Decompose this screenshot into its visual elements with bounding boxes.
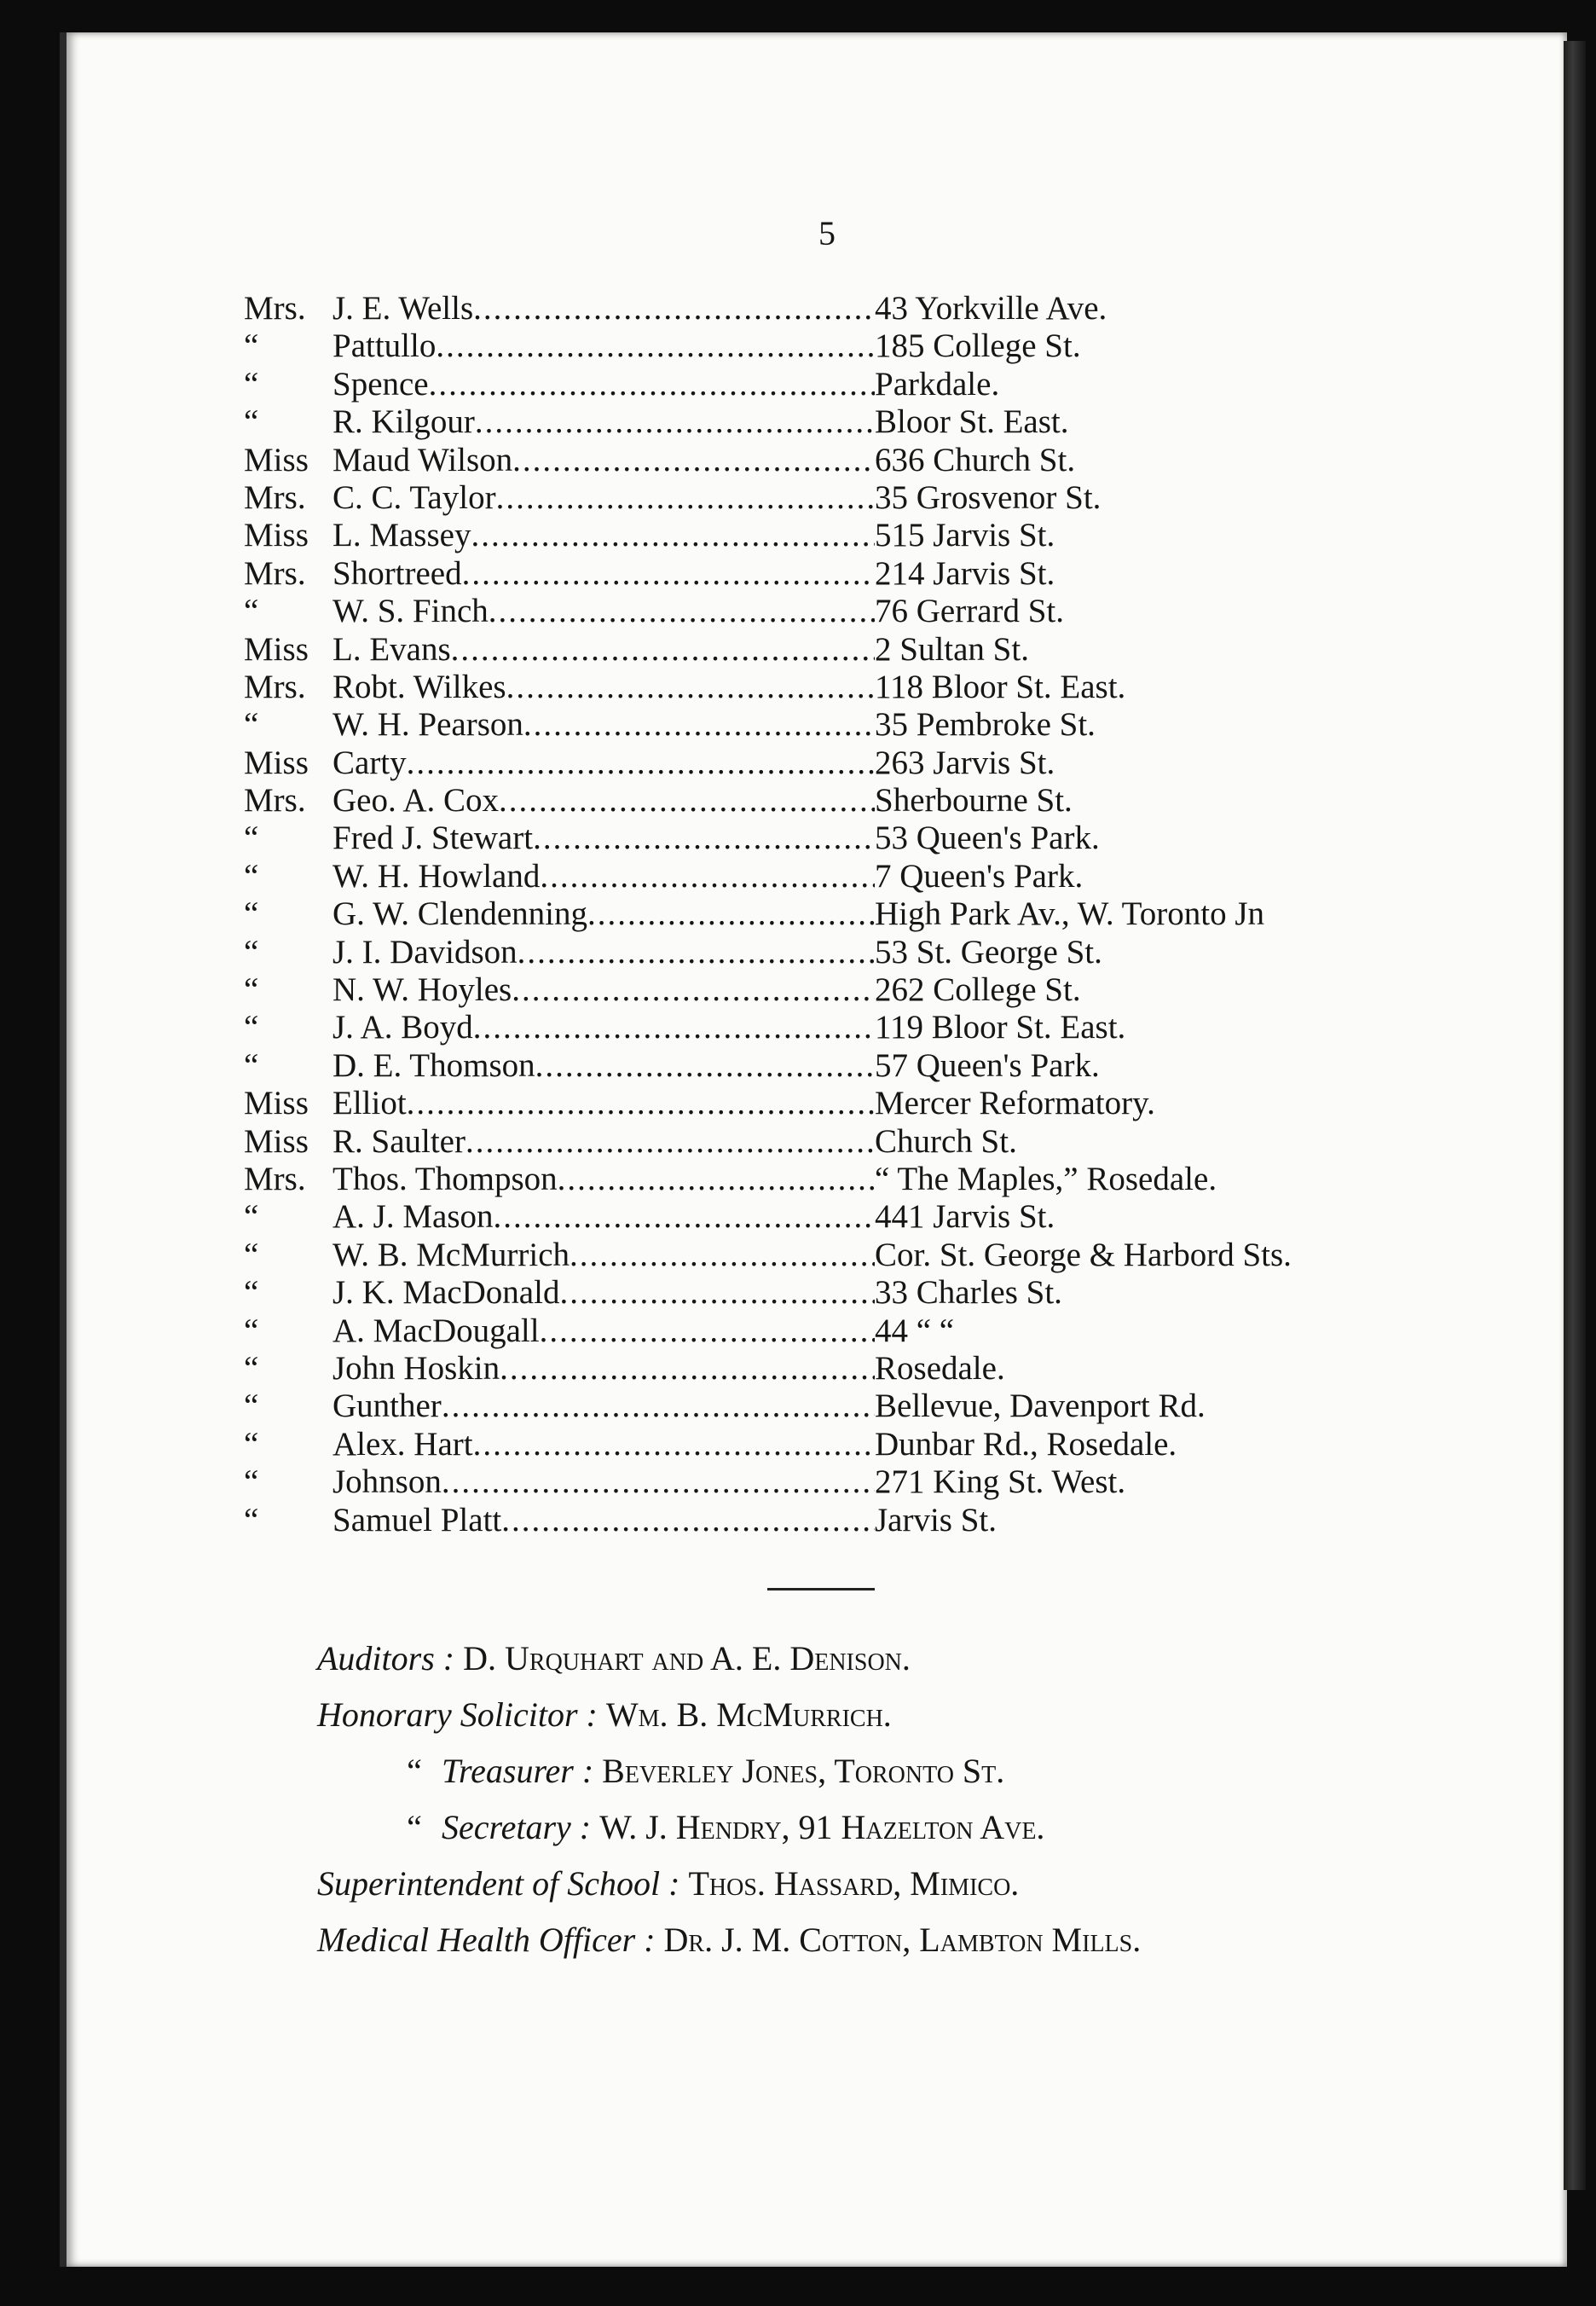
member-address: 57 Queen's Park. — [875, 1046, 1100, 1084]
name-cell — [244, 1463, 875, 1501]
roster-row — [244, 631, 1437, 669]
roster-row — [244, 593, 1437, 630]
member-name: J. I. Davidson — [332, 933, 518, 970]
dot-leader — [559, 1274, 875, 1312]
member-address: 636 Church St. — [875, 441, 1076, 478]
dot-leader — [473, 1009, 875, 1046]
roster-row — [244, 820, 1437, 857]
member-title: “ — [244, 857, 259, 895]
roster-row — [244, 1502, 1437, 1539]
member-name: J. A. Boyd — [332, 1009, 473, 1046]
name-cell — [244, 669, 875, 706]
member-title: Mrs. — [244, 554, 306, 592]
dot-leader — [570, 1237, 875, 1274]
name-cell — [244, 1047, 875, 1085]
dot-leader — [451, 631, 875, 669]
member-address: 7 Queen's Park. — [875, 857, 1084, 895]
member-title: “ — [244, 1388, 259, 1425]
section-divider — [767, 1588, 875, 1590]
member-title: Mrs. — [244, 1160, 306, 1197]
member-title: “ — [244, 933, 259, 970]
roster-row — [244, 745, 1437, 782]
roster-row — [244, 1237, 1437, 1274]
roster-row — [244, 442, 1437, 479]
member-name: L. Massey — [332, 517, 471, 554]
roster-row — [244, 782, 1437, 820]
member-title: “ — [244, 1312, 259, 1349]
dot-leader — [512, 442, 875, 479]
member-name: Geo. A. Cox — [332, 782, 499, 820]
roster-row — [244, 971, 1437, 1009]
dot-leader — [489, 593, 875, 630]
roster-row — [244, 555, 1437, 593]
officer-name: Wm. B. McMurrich. — [605, 1695, 892, 1734]
name-cell — [244, 1161, 875, 1198]
dot-leader — [462, 555, 875, 593]
book-cover-edge — [1564, 41, 1586, 2190]
member-title: “ — [244, 1236, 259, 1273]
dot-leader — [471, 517, 875, 554]
member-address: 263 Jarvis St. — [875, 744, 1055, 781]
roster-row — [244, 858, 1437, 895]
member-title: Mrs. — [244, 668, 306, 705]
member-name: Alex. Hart — [332, 1425, 473, 1463]
name-cell — [244, 479, 875, 517]
member-name: W. S. Finch — [332, 593, 489, 630]
member-address: 44 “ “ — [875, 1312, 955, 1349]
member-title: Miss — [244, 1085, 309, 1122]
member-name: J. K. MacDonald — [332, 1274, 560, 1312]
member-name: N. W. Hoyles — [332, 971, 512, 1009]
dot-leader — [512, 971, 875, 1009]
member-address: Parkdale. — [875, 365, 1000, 403]
member-title: Mrs. — [244, 478, 306, 516]
member-address: 441 Jarvis St. — [875, 1198, 1055, 1236]
dot-leader — [523, 706, 875, 744]
member-address: 53 St. George St. — [875, 933, 1102, 970]
name-cell — [244, 706, 875, 744]
dot-leader — [535, 1047, 875, 1085]
roster-row — [244, 517, 1437, 554]
roster-row — [244, 327, 1437, 365]
officer-line — [317, 1856, 1494, 1912]
member-title: Miss — [244, 744, 309, 781]
dot-leader — [473, 290, 875, 327]
dot-leader — [496, 479, 875, 517]
member-name: Elliot — [332, 1085, 407, 1122]
dot-leader — [533, 820, 875, 857]
name-cell — [244, 1009, 875, 1046]
roster-row — [244, 934, 1437, 971]
officer-role: Honorary Solicitor : — [317, 1695, 598, 1734]
member-address: Rosedale. — [875, 1349, 1005, 1387]
member-name: Robt. Wilkes — [332, 668, 506, 705]
member-address: Dunbar Rd., Rosedale. — [875, 1425, 1177, 1463]
roster-row — [244, 1009, 1437, 1046]
member-name: Gunther — [332, 1388, 442, 1425]
member-name: R. Kilgour — [332, 403, 475, 441]
member-name: Maud Wilson — [332, 441, 513, 478]
name-cell — [244, 782, 875, 820]
dot-leader — [558, 1161, 875, 1198]
name-cell — [244, 631, 875, 669]
dot-leader — [436, 327, 875, 365]
member-address: 214 Jarvis St. — [875, 554, 1055, 592]
roster-row — [244, 1047, 1437, 1085]
roster-row — [244, 1161, 1437, 1198]
member-address: Bellevue, Davenport Rd. — [875, 1388, 1206, 1425]
dot-leader — [518, 934, 875, 971]
name-cell — [244, 934, 875, 971]
member-title: “ — [244, 1349, 259, 1387]
member-title: “ — [244, 593, 259, 630]
member-address: 76 Gerrard St. — [875, 593, 1065, 630]
member-address: 119 Bloor St. East. — [875, 1009, 1126, 1046]
dot-leader — [501, 1502, 875, 1539]
dot-leader — [473, 1426, 875, 1463]
roster-row — [244, 895, 1437, 933]
member-name: W. H. Pearson — [332, 706, 523, 744]
name-cell — [244, 820, 875, 857]
member-address: 35 Grosvenor St. — [875, 478, 1102, 516]
member-address: 53 Queen's Park. — [875, 820, 1100, 857]
member-title: “ — [244, 1274, 259, 1312]
member-title: “ — [244, 1046, 259, 1084]
member-address: Church St. — [875, 1122, 1017, 1160]
roster-row — [244, 1426, 1437, 1463]
name-cell — [244, 971, 875, 1009]
name-cell — [244, 555, 875, 593]
officer-name: Dr. J. M. Cotton, Lambton Mills. — [663, 1921, 1142, 1959]
member-name: Johnson — [332, 1463, 442, 1501]
member-name: L. Evans — [332, 630, 451, 668]
member-title: “ — [244, 403, 259, 441]
name-cell — [244, 1312, 875, 1350]
dot-leader — [407, 745, 875, 782]
name-cell — [244, 1085, 875, 1122]
member-address: 33 Charles St. — [875, 1274, 1062, 1312]
member-title: Miss — [244, 517, 309, 554]
roster-row — [244, 1274, 1437, 1312]
member-title: “ — [244, 971, 259, 1009]
name-cell — [244, 290, 875, 327]
dot-leader — [442, 1388, 875, 1425]
member-address: 118 Bloor St. East. — [875, 668, 1126, 705]
member-title: “ — [244, 365, 259, 403]
name-cell — [244, 858, 875, 895]
roster-row — [244, 669, 1437, 706]
roster-row — [244, 1198, 1437, 1236]
member-name: Spence — [332, 365, 429, 403]
roster-row — [244, 1085, 1437, 1122]
member-name: J. E. Wells — [332, 290, 474, 327]
officer-line — [317, 1912, 1494, 1968]
member-roster — [244, 290, 1437, 1539]
officer-line — [317, 1799, 1494, 1856]
member-address: Mercer Reformatory. — [875, 1085, 1155, 1122]
roster-row — [244, 366, 1437, 403]
name-cell — [244, 1350, 875, 1388]
roster-row — [244, 290, 1437, 327]
member-address: 185 College St. — [875, 327, 1081, 365]
member-title: “ — [244, 1198, 259, 1236]
officer-line — [317, 1631, 1494, 1687]
dot-leader — [500, 1350, 875, 1388]
member-title: Mrs. — [244, 782, 306, 820]
roster-row — [244, 479, 1437, 517]
name-cell — [244, 1388, 875, 1425]
member-title: “ — [244, 820, 259, 857]
member-title: “ — [244, 1463, 259, 1501]
member-title: “ — [244, 327, 259, 365]
dot-leader — [506, 669, 875, 706]
member-title: “ — [244, 1501, 259, 1538]
member-address: 2 Sultan St. — [875, 630, 1029, 668]
member-title: “ — [244, 706, 259, 744]
member-address: Bloor St. East. — [875, 403, 1069, 441]
dot-leader — [407, 1085, 875, 1122]
dot-leader — [475, 403, 875, 441]
member-name: John Hoskin — [332, 1349, 500, 1387]
member-address: 43 Yorkville Ave. — [875, 290, 1107, 327]
dot-leader — [466, 1123, 875, 1161]
member-name: Carty — [332, 744, 407, 781]
member-name: D. E. Thomson — [332, 1046, 535, 1084]
roster-row — [244, 1123, 1437, 1161]
member-title: “ — [244, 1425, 259, 1463]
officer-line — [317, 1687, 1494, 1743]
dot-leader — [442, 1463, 875, 1501]
member-title: “ — [244, 895, 259, 933]
member-name: Samuel Platt — [332, 1501, 502, 1538]
officer-role: Medical Health Officer : — [317, 1921, 656, 1959]
member-address: 271 King St. West. — [875, 1463, 1126, 1501]
dot-leader — [429, 366, 875, 403]
officer-name: Beverley Jones, Toronto St. — [602, 1752, 1005, 1790]
page-number: 5 — [818, 214, 836, 252]
name-cell — [244, 403, 875, 441]
name-cell — [244, 1237, 875, 1274]
name-cell — [244, 1502, 875, 1539]
roster-row — [244, 1388, 1437, 1425]
dot-leader — [540, 1312, 875, 1350]
dot-leader — [499, 782, 875, 820]
officer-role: Secretary : — [442, 1808, 592, 1846]
member-name: W. H. Howland — [332, 857, 541, 895]
member-name: Pattullo — [332, 327, 437, 365]
name-cell — [244, 1198, 875, 1236]
officer-role: Auditors : — [317, 1639, 455, 1677]
member-name: R. Saulter — [332, 1122, 466, 1160]
name-cell — [244, 366, 875, 403]
member-title: “ — [244, 1009, 259, 1046]
name-cell — [244, 1123, 875, 1161]
ditto-mark: “ — [407, 1808, 422, 1846]
name-cell — [244, 1274, 875, 1312]
member-title: Miss — [244, 441, 309, 478]
member-name: C. C. Taylor — [332, 478, 496, 516]
officer-name: D. Urquhart and A. E. Denison. — [463, 1639, 911, 1677]
member-address: Sherbourne St. — [875, 782, 1073, 820]
name-cell — [244, 327, 875, 365]
name-cell — [244, 593, 875, 630]
member-title: Mrs. — [244, 290, 306, 327]
member-name: W. B. McMurrich — [332, 1236, 570, 1273]
officer-name: W. J. Hendry, 91 Hazelton Ave. — [599, 1808, 1045, 1846]
officer-line — [317, 1743, 1494, 1799]
member-name: Fred J. Stewart — [332, 820, 534, 857]
name-cell — [244, 1426, 875, 1463]
dot-leader — [540, 858, 875, 895]
name-cell — [244, 442, 875, 479]
officers-list — [317, 1631, 1494, 1968]
roster-row — [244, 1312, 1437, 1350]
member-title: Miss — [244, 1122, 309, 1160]
member-address: 262 College St. — [875, 971, 1081, 1009]
officer-role: Treasurer : — [442, 1752, 594, 1790]
roster-row — [244, 403, 1437, 441]
roster-row — [244, 1350, 1437, 1388]
roster-row — [244, 1463, 1437, 1501]
member-name: Thos. Thompson — [332, 1160, 558, 1197]
member-address: Jarvis St. — [875, 1501, 998, 1538]
name-cell — [244, 745, 875, 782]
member-address: Cor. St. George & Harbord Sts. — [875, 1236, 1292, 1273]
member-address: 35 Pembroke St. — [875, 706, 1096, 744]
member-name: A. J. Mason — [332, 1198, 494, 1236]
member-name: G. W. Clendenning — [332, 895, 587, 933]
roster-row — [244, 706, 1437, 744]
member-name: A. MacDougall — [332, 1312, 540, 1349]
member-address: “ The Maples,” Rosedale. — [875, 1160, 1217, 1197]
name-cell — [244, 517, 875, 554]
member-title: Miss — [244, 630, 309, 668]
dot-leader — [587, 895, 875, 933]
name-cell — [244, 895, 875, 933]
dot-leader — [494, 1198, 875, 1236]
officer-name: Thos. Hassard, Mimico. — [688, 1864, 1020, 1903]
member-address: High Park Av., W. Toronto Jn — [875, 895, 1264, 933]
ditto-mark: “ — [407, 1752, 422, 1790]
member-name: Shortreed — [332, 554, 462, 592]
member-address: 515 Jarvis St. — [875, 517, 1055, 554]
officer-role: Superintendent of School : — [317, 1864, 680, 1903]
